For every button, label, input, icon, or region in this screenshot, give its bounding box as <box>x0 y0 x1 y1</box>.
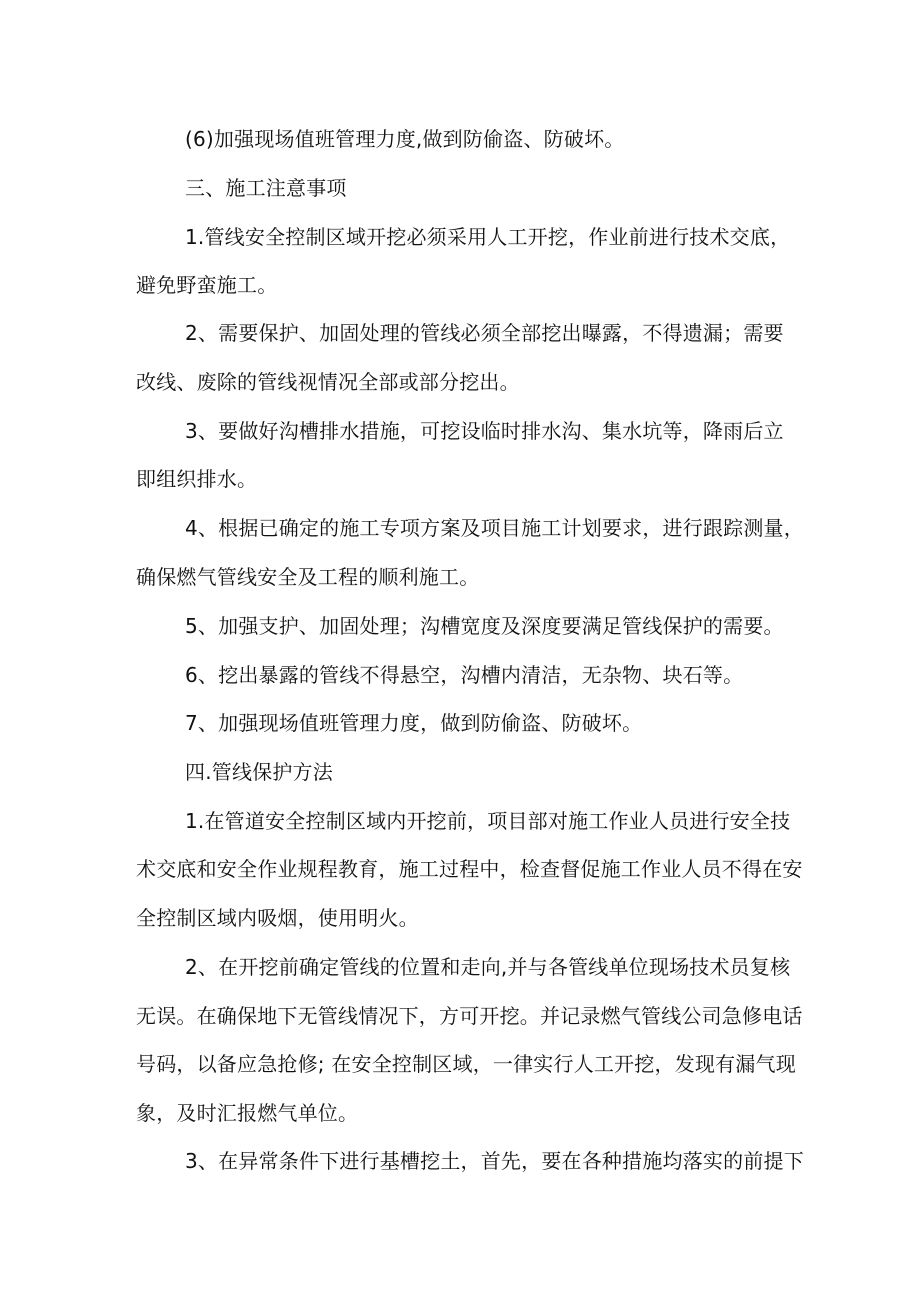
paragraph-line: (6)加强现场值班管理力度,做到防偷盗、防破坏。 <box>185 127 625 151</box>
paragraph-line: 3、在异常条件下进行基槽挖土，首先，要在各种措施均落实的前提下 <box>185 1149 804 1173</box>
paragraph-line: 7、加强现场值班管理力度，做到防偷盗、防破坏。 <box>185 711 643 735</box>
paragraph-line: 2、在开挖前确定管线的位置和走向,并与各管线单位现场技术员复核 <box>185 955 791 979</box>
paragraph-line: 4、根据已确定的施工专项方案及项目施工计划要求，进行跟踪测量， <box>185 516 804 540</box>
paragraph-line: 避免野蛮施工。 <box>136 273 278 297</box>
paragraph-line: 象，及时汇报燃气单位。 <box>136 1101 359 1125</box>
paragraph-line: 改线、废除的管线视情况全部或部分挖出。 <box>136 370 520 394</box>
paragraph-line: 号码，以备应急抢修; 在安全控制区域，一律实行人工开挖，发现有漏气现 <box>136 1052 796 1076</box>
paragraph-line: 确保燃气管线安全及工程的顺利施工。 <box>136 565 480 589</box>
paragraph-line: 6、挖出暴露的管线不得悬空，沟槽内清洁，无杂物、块石等。 <box>185 663 744 687</box>
paragraph-line: 全控制区域内吸烟，使用明火。 <box>136 906 419 930</box>
section-heading: 三、施工注意事项 <box>185 176 347 200</box>
paragraph-line: 1.在管道安全控制区域内开挖前，项目部对施工作业人员进行安全技 <box>185 809 791 833</box>
paragraph-line: 即组织排水。 <box>136 467 258 491</box>
paragraph-line: 3、要做好沟槽排水措施，可挖设临时排水沟、集水坑等，降雨后立 <box>185 419 784 443</box>
paragraph-line: 1.管线安全控制区域开挖必须采用人工开挖，作业前进行技术交底， <box>185 225 791 249</box>
section-heading: 四.管线保护方法 <box>185 760 333 784</box>
paragraph-line: 5、加强支护、加固处理；沟槽宽度及深度要满足管线保护的需要。 <box>185 614 784 638</box>
paragraph-line: 术交底和安全作业规程教育，施工过程中，检查督促施工作业人员不得在安 <box>136 857 803 881</box>
paragraph-line: 2、需要保护、加固处理的管线必须全部挖出曝露，不得遗漏；需要 <box>185 321 784 345</box>
paragraph-line: 无误。在确保地下无管线情况下，方可开挖。并记录燃气管线公司急修电话 <box>136 1004 803 1028</box>
